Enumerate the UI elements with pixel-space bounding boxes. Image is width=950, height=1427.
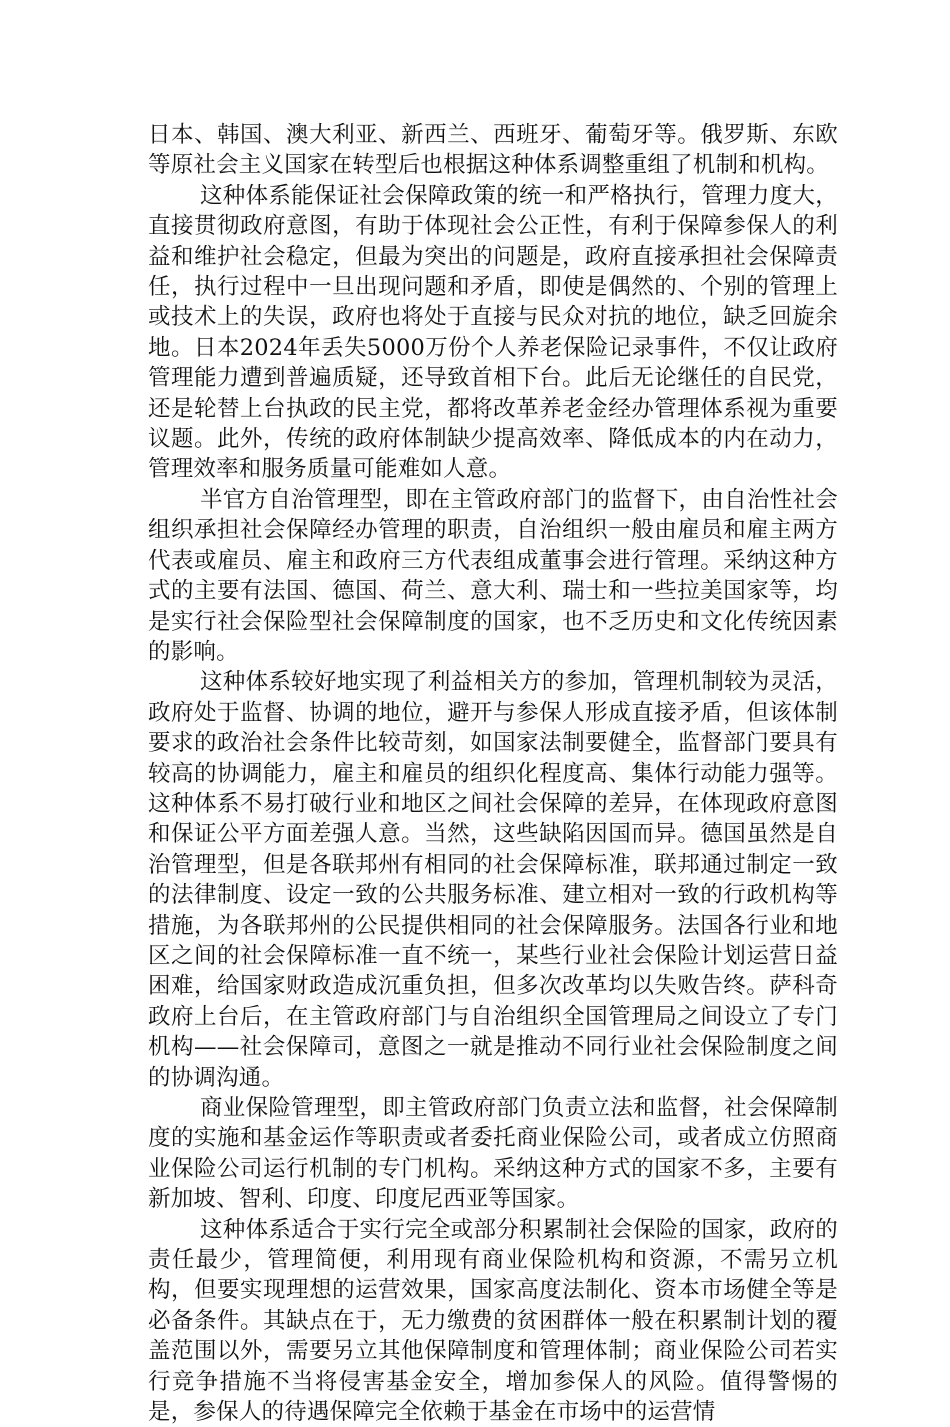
paragraph-3: 半官方自治管理型，即在主管政府部门的监督下，由自治性社会组织承担社会保障经办管理的职责，自治组织一般由雇员和雇主两方代表或雇员、雇主和政府三方代表组成董事会进行管理。采纳这种方式的主要有法国、德国、荷兰、意大利、瑞士和一些拉美国家等，均是实行社会保险型社会保障制度的国家，也不乏历史和文化传统因素的影响。 bbox=[148, 486, 838, 665]
paragraph-5: 商业保险管理型，即主管政府部门负责立法和监督，社会保障制度的实施和基金运作等职责或者委托商业保险公司，或者成立仿照商业保险公司运行机制的专门机构。采纳这种方式的国家不多，主要有新加坡、智利、印度、印度尼西亚等国家。 bbox=[148, 1095, 838, 1213]
paragraph-2: 这种体系能保证社会保障政策的统一和严格执行，管理力度大，直接贯彻政府意图，有助于体现社会公正性，有利于保障参保人的利益和维护社会稳定，但最为突出的问题是，政府直接承担社会保障责任，执行过程中一旦出现问题和矛盾，即使是偶然的、个别的管理上或技术上的失误，政府也将处于直接与民众对抗的地位，缺乏回旋余地。日本2024年丢失5000万份个人养老保险记录事件，不仅让政府管理能力遭到普遍质疑，还导致首相下台。此后无论继任的自民党，还是轮替上台执政的民主党，都将改革养老金经办管理体系视为重要议题。此外，传统的政府体制缺少提高效率、降低成本的内在动力，管理效率和服务质量可能难如人意。 bbox=[148, 182, 838, 483]
paragraph-4: 这种体系较好地实现了利益相关方的参加，管理机制较为灵活，政府处于监督、协调的地位，避开与参保人形成直接矛盾，但该体制要求的政治社会条件比较苛刻，如国家法制要健全，监督部门要具有较高的协调能力，雇主和雇员的组织化程度高、集体行动能力强等。这种体系不易打破行业和地区之间社会保障的差异，在体现政府意图和保证公平方面差强人意。当然，这些缺陷因国而异。德国虽然是自治管理型，但是各联邦州有相同的社会保障标准，联邦通过制定一致的法律制度、设定一致的公共服务标准、建立相对一致的行政机构等措施，为各联邦州的公民提供相同的社会保障服务。法国各行业和地区之间的社会保障标准一直不统一，某些行业社会保险计划运营日益困难，给国家财政造成沉重负担，但多次改革均以失败告终。萨科奇政府上台后，在主管政府部门与自治组织全国管理局之间设立了专门机构——社会保障司，意图之一就是推动不同行业社会保险制度之间的协调沟通。 bbox=[148, 669, 838, 1091]
document-page bbox=[148, 120, 838, 1427]
paragraph-6: 这种体系适合于实行完全或部分积累制社会保险的国家，政府的责任最少，管理简便，利用现有商业保险机构和资源，不需另立机构，但要实现理想的运营效果，国家高度法制化、资本市场健全等是必备条件。其缺点在于，无力缴费的贫困群体一般在积累制计划的覆盖范围以外，需要另立其他保障制度和管理体制；商业保险公司若实行竞争措施不当将侵害基金安全，增加参保人的风险。值得警惕的是，参保人的待遇保障完全依赖于基金在市场中的运营情 bbox=[148, 1216, 838, 1426]
paragraph-1: 日本、韩国、澳大利亚、新西兰、西班牙、葡萄牙等。俄罗斯、东欧等原社会主义国家在转型后也根据这种体系调整重组了机制和机构。 bbox=[148, 122, 838, 179]
